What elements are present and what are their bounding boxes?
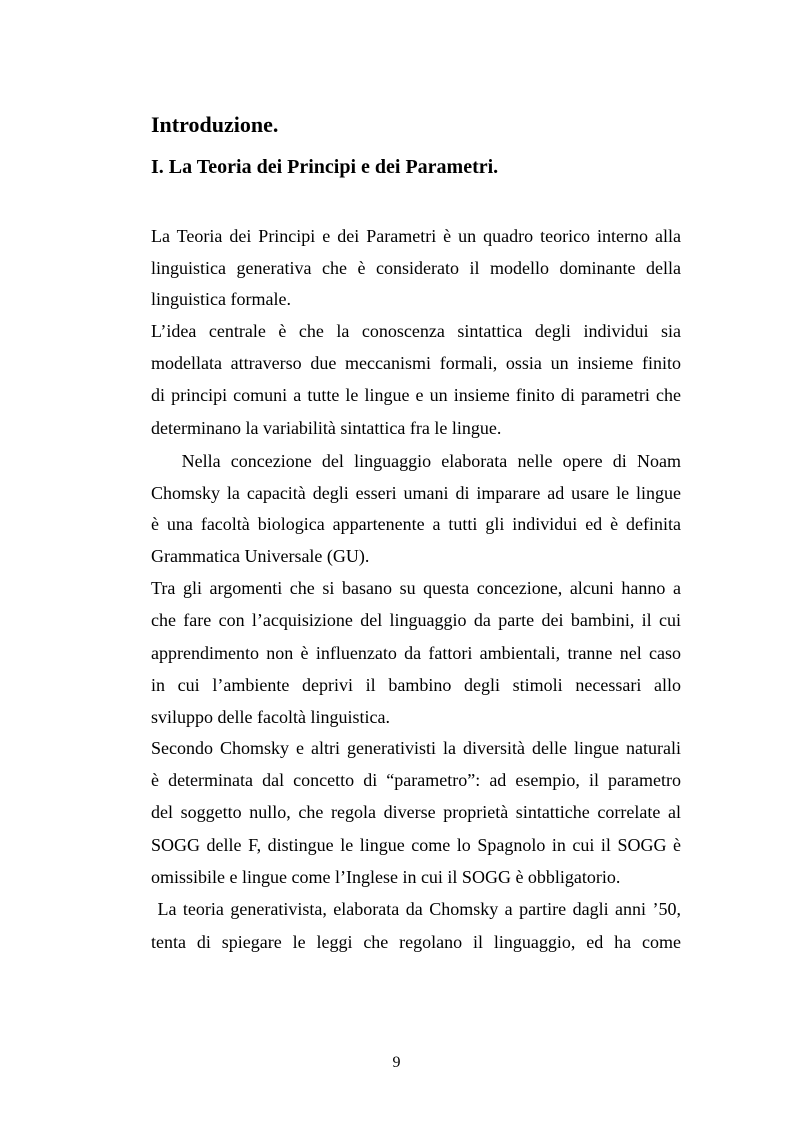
body-line: SOGG delle F, distingue le lingue come lo Spagnolo in cui il SOGG è [151,835,681,855]
body-line: La teoria generativista, elaborata da Chomsky a partire dagli anni ’50, [151,899,681,919]
body-line: Grammatica Universale (GU). [151,546,370,566]
body-line: La Teoria dei Principi e dei Parametri è un quadro teorico interno alla [151,226,681,246]
page-number: 9 [392,1054,401,1071]
body-line: è determinata dal concetto di “parametro”: ad esempio, il parametro [151,770,681,790]
body-line: in cui l’ambiente deprivi il bambino degli stimoli necessari allo [151,675,681,695]
body-line: Chomsky la capacità degli esseri umani di imparare ad usare le lingue [151,483,681,503]
body-line: del soggetto nullo, che regola diverse proprietà sintattiche correlate al [151,802,681,822]
section-title: I. La Teoria dei Principi e dei Parametri. [151,156,499,178]
body-line: tenta di spiegare le leggi che regolano il linguaggio, ed ha come [151,932,681,952]
body-line: Secondo Chomsky e altri generativisti la diversità delle lingue naturali [151,738,681,758]
body-line: è una facoltà biologica appartenente a tutti gli individui ed è definita [151,514,681,534]
body-line: di principi comuni a tutte le lingue e un insieme finito di parametri che [151,385,681,405]
body-line: determinano la variabilità sintattica fra le lingue. [151,418,502,438]
body-line: L’idea centrale è che la conoscenza sintattica degli individui sia [151,321,681,341]
page-title: Introduzione. [151,112,279,137]
body-line: linguistica generativa che è considerato il modello dominante della [151,258,681,278]
body-line: sviluppo delle facoltà linguistica. [151,707,390,727]
body-line: modellata attraverso due meccanismi formali, ossia un insieme finito [151,353,681,373]
body-line: omissibile e lingue come l’Inglese in cui il SOGG è obbligatorio. [151,867,621,887]
body-line: Tra gli argomenti che si basano su questa concezione, alcuni hanno a [151,578,681,598]
body-line: Nella concezione del linguaggio elaborata nelle opere di Noam [151,451,681,471]
body-line: apprendimento non è influenzato da fattori ambientali, tranne nel caso [151,643,681,663]
body-line: che fare con l’acquisizione del linguaggio da parte dei bambini, il cui [151,610,681,630]
body-line: linguistica formale. [151,289,291,309]
